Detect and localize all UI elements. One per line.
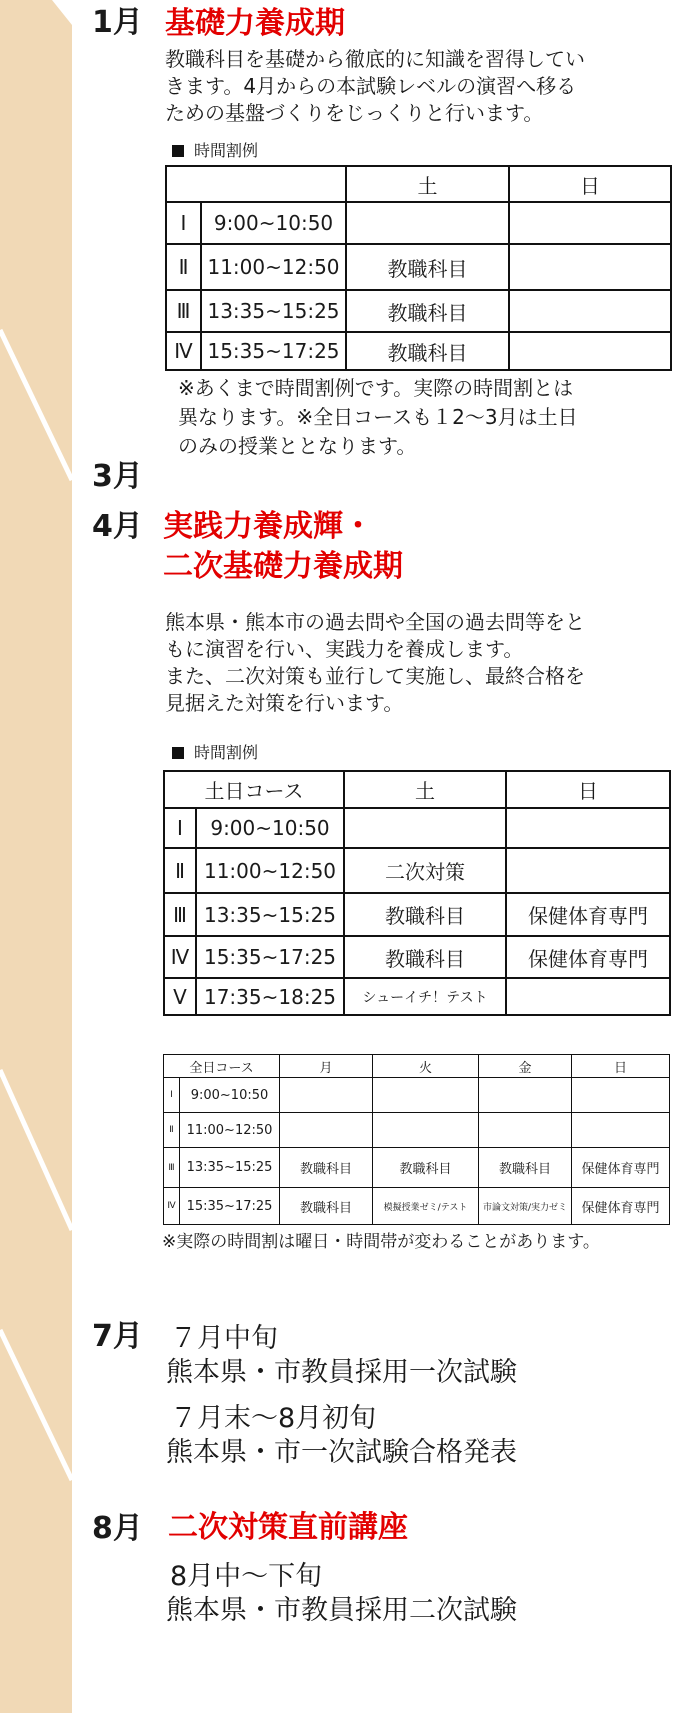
table-row: Ⅰ 9:00~10:50 [164,808,670,848]
table-row: Ⅲ 13:35~15:25 教職科目 [166,290,671,332]
table-row: Ⅲ 13:35~15:25 教職科目 教職科目 教職科目 保健体育専門 [164,1148,670,1188]
timetable-weekend-jan [165,165,672,371]
timetable-caption: 時間割例 [172,143,258,159]
col-tue: 火 [373,1055,479,1078]
table-row: Ⅲ 13:35~15:25 教職科目 保健体育専門 [164,893,670,936]
table-row: Ⅴ 17:35~18:25 シューイチ！テスト [164,978,670,1015]
table-row: Ⅳ 15:35~17:25 教職科目 模擬授業ゼミ/テスト 市論文対策/実力ゼミ 保健体育専門 [164,1188,670,1225]
section2-description: 熊本県・熊本市の過去問や全国の過去問等をと もに演習を行い、実践力を養成します。 また、二次対策も並行して実施し、最終合格を 見据えた対策を行います。 [165,610,585,715]
schedule-note: ※実際の時間割は曜日・時間帯が変わることがあります。 [162,1232,600,1252]
col-sun: 日 [506,771,670,808]
event-date-first-result: ７月末～8月初旬 [170,1403,377,1434]
col-mon: 月 [280,1055,373,1078]
timetable-fullday-course [163,1054,670,1225]
table-row: Ⅱ 11:00~12:50 教職科目 [166,244,671,290]
event-date-second-exam: 8月中～下旬 [170,1561,323,1592]
table-header-row: 全日コース 月 火 金 日 [164,1055,670,1078]
col-sat: 土 [346,166,509,202]
timeline-band [0,0,72,1713]
phase-title-practice: 実践力養成輝・ 二次基礎力養成期 [163,509,403,584]
table-row: Ⅳ 15:35~17:25 教職科目 保健体育専門 [164,936,670,978]
month-label-jan: 1月 [92,5,143,40]
timetable-note: ※あくまで時間割例です。実際の時間割とは 異なります。※全日コースも１2～3月は土日 のみの授業ととなります。 [178,376,578,458]
timetable-weekend-course [163,770,671,1016]
table-row: Ⅱ 11:00~12:50 二次対策 [164,848,670,893]
event-first-exam: 熊本県・市教員採用一次試験 [166,1357,517,1388]
col-sat: 土 [344,771,506,808]
month-label-jul: 7月 [92,1319,143,1354]
table-header-row [166,166,671,202]
table-header-row: 土日コース 土 日 [164,771,670,808]
col-fri: 金 [479,1055,572,1078]
event-date-first-exam: ７月中旬 [170,1323,278,1354]
month-label-apr: 4月 [92,509,143,544]
month-label-aug: 8月 [92,1511,143,1546]
phase-title-second-prep: 二次対策直前講座 [168,1510,408,1545]
col-sun: 日 [509,166,671,202]
table-row: Ⅱ 11:00~12:50 [164,1113,670,1148]
event-first-result: 熊本県・市一次試験合格発表 [166,1437,517,1468]
table-row: Ⅰ 9:00~10:50 [164,1078,670,1113]
event-second-exam: 熊本県・市教員採用二次試験 [166,1595,517,1626]
square-bullet-icon [172,747,184,759]
phase-title-foundation: 基礎力養成期 [165,6,345,41]
timetable-caption: 時間割例 [172,745,258,761]
section1-description: 教職科目を基礎から徹底的に知識を習得してい きます。4月からの本試験レベルの演習へ移る ための基盤づくりをじっくりと行います。 [165,47,585,125]
square-bullet-icon [172,145,184,157]
table-row: Ⅰ 9:00~10:50 [166,202,671,244]
table-row: Ⅳ 15:35~17:25 教職科目 [166,332,671,370]
month-label-mar: 3月 [92,459,143,494]
col-sun: 日 [572,1055,670,1078]
